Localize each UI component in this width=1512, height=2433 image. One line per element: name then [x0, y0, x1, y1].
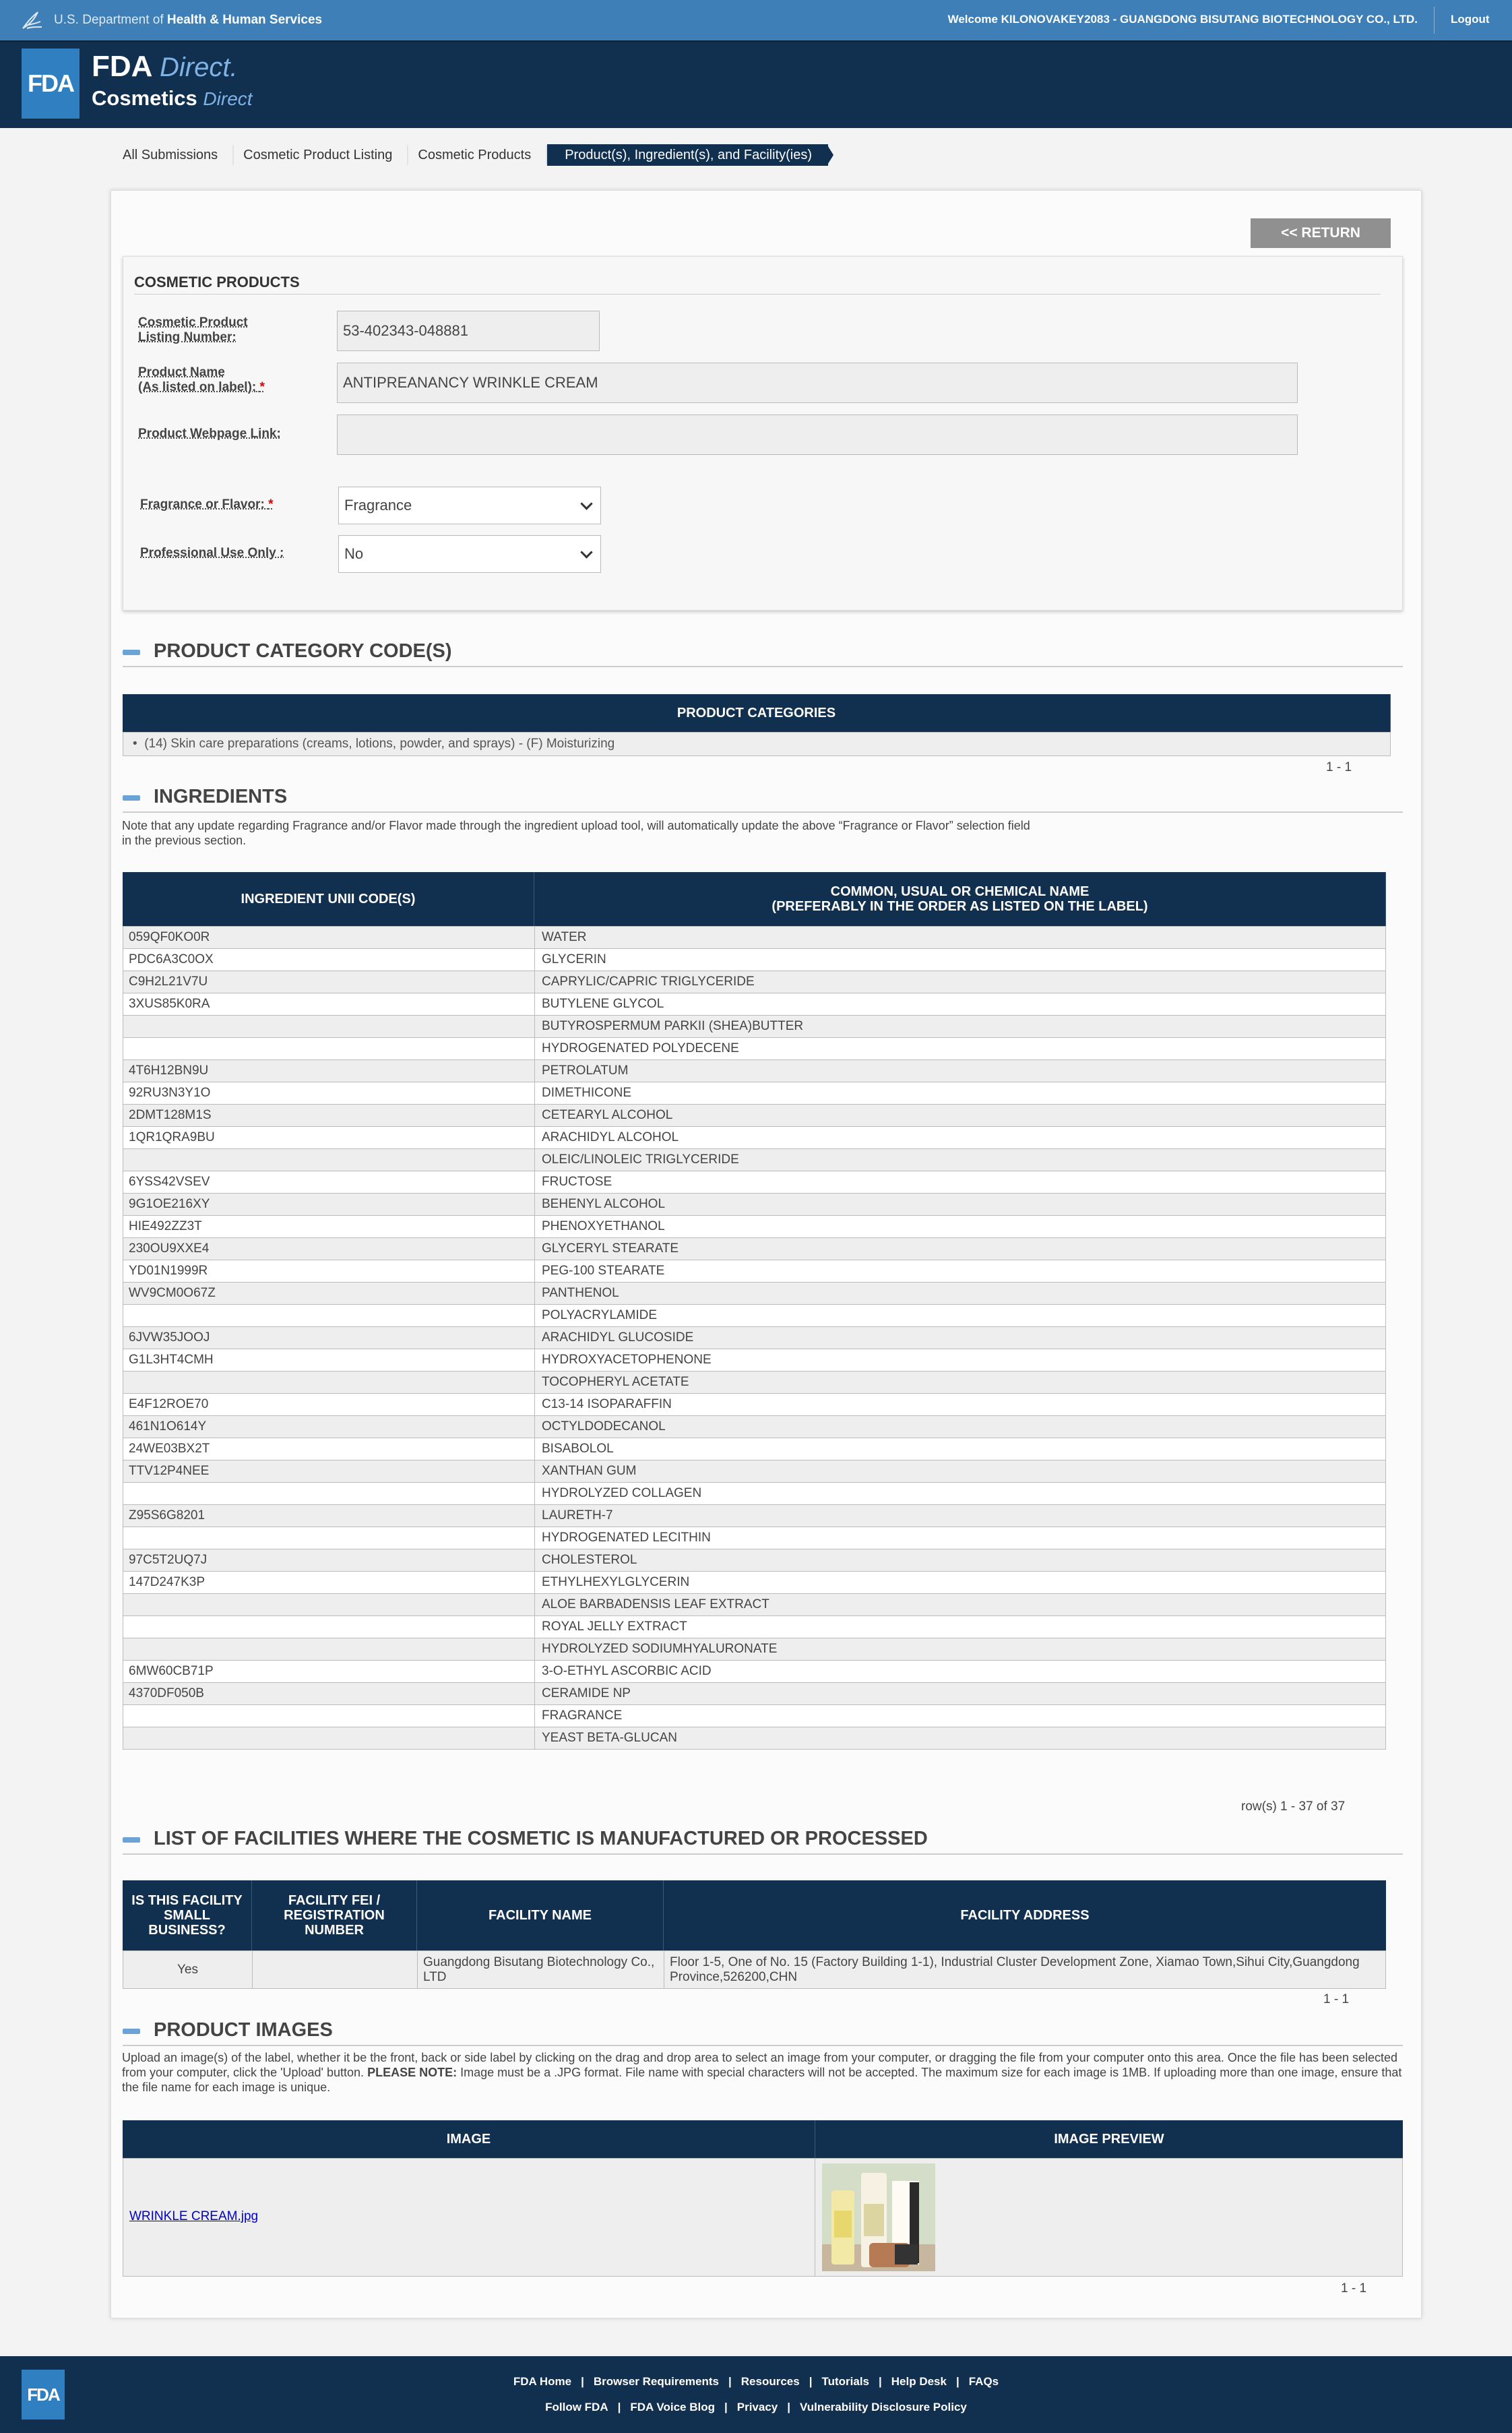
ingredients-pager: row(s) 1 - 37 of 37: [1241, 1799, 1346, 1814]
footer-link-voice-blog[interactable]: FDA Voice Blog: [630, 2401, 715, 2413]
ingredient-name-cell: YEAST BETA-GLUCAN: [535, 1727, 1386, 1750]
facilities-section-title[interactable]: LIST OF FACILITIES WHERE THE COSMETIC IS MANUFACTURED OR PROCESSED: [123, 1828, 1403, 1855]
ingredient-name-cell: POLYACRYLAMIDE: [535, 1305, 1386, 1327]
unii-code-cell: HIE492ZZ3T: [123, 1216, 535, 1238]
collapse-icon[interactable]: [123, 650, 140, 655]
footer-link-faqs[interactable]: FAQs: [968, 2375, 999, 2388]
ingredient-name-cell: CERAMIDE NP: [535, 1683, 1386, 1705]
table-row: [123, 1416, 1386, 1438]
small-business-column-header: IS THIS FACILITY SMALL BUSINESS?: [123, 1880, 252, 1950]
table-row: [123, 1194, 1386, 1216]
logout-link[interactable]: Logout: [1451, 13, 1490, 26]
footer-link-help-desk[interactable]: Help Desk: [891, 2375, 947, 2388]
ingredient-name-cell: HYDROGENATED POLYDECENE: [535, 1038, 1386, 1060]
image-column-header: IMAGE: [123, 2120, 815, 2158]
breadcrumb-current: Product(s), Ingredient(s), and Facility(ies): [547, 144, 828, 166]
table-row: [123, 1705, 1386, 1727]
unii-column-header: INGREDIENT UNII CODE(S): [123, 872, 534, 926]
footer-link-browser-requirements[interactable]: Browser Requirements: [593, 2375, 719, 2388]
unii-code-cell: Z95S6G8201: [123, 1505, 535, 1527]
professional-use-label: Professional Use Only :: [140, 546, 284, 560]
category-pager: 1 - 1: [1326, 760, 1352, 774]
table-row: [123, 1038, 1386, 1060]
table-row: [123, 1594, 1386, 1616]
professional-selected-value: No: [344, 545, 364, 562]
table-row: [123, 1283, 1386, 1305]
table-row: [123, 1305, 1386, 1327]
ingredient-name-cell: PHENOXYETHANOL: [535, 1216, 1386, 1238]
unii-code-cell: E4F12ROE70: [123, 1394, 535, 1416]
unii-code-cell: 230OU9XXE4: [123, 1238, 535, 1260]
unii-code-cell: TTV12P4NEE: [123, 1460, 535, 1483]
site-footer: [0, 2356, 1512, 2433]
footer-link-follow-fda[interactable]: Follow FDA: [545, 2401, 608, 2413]
unii-code-cell: 3XUS85K0RA: [123, 993, 535, 1016]
ingredients-section-title[interactable]: INGREDIENTS: [123, 786, 1403, 813]
table-row: [123, 1082, 1386, 1105]
table-row: [123, 1951, 1386, 1989]
ingredient-name-cell: HYDROXYACETOPHENONE: [535, 1349, 1386, 1372]
cos-direct-word: Direct: [203, 88, 253, 109]
webpage-link-field[interactable]: [337, 414, 1298, 455]
footer-link-resources[interactable]: Resources: [741, 2375, 800, 2388]
table-row: [123, 949, 1386, 971]
ingredient-name-cell: DIMETHICONE: [535, 1082, 1386, 1105]
topbar-divider: [1434, 7, 1435, 34]
unii-code-cell: PDC6A3C0OX: [123, 949, 535, 971]
images-section-title[interactable]: PRODUCT IMAGES: [123, 2019, 1403, 2046]
required-marker: *: [259, 380, 265, 394]
unii-code-cell: [123, 1149, 535, 1171]
listing-number-label: Cosmetic Product Listing Number:: [138, 315, 248, 344]
hhs-eagle-icon: [20, 9, 44, 31]
fda-word: FDA: [92, 50, 152, 83]
ingredient-name-cell: XANTHAN GUM: [535, 1460, 1386, 1483]
product-name-label: Product Name (As listed on label): *: [138, 365, 265, 394]
unii-code-cell: C9H2L21V7U: [123, 971, 535, 993]
ingredient-name-cell: PEG-100 STEARATE: [535, 1260, 1386, 1283]
facility-address-column-header: FACILITY ADDRESS: [664, 1880, 1386, 1950]
ingredient-name-cell: HYDROLYZED COLLAGEN: [535, 1483, 1386, 1505]
table-row: [123, 1527, 1386, 1549]
fragrance-select[interactable]: [338, 487, 601, 524]
table-row: [123, 1638, 1386, 1661]
unii-code-cell: YD01N1999R: [123, 1260, 535, 1283]
unii-code-cell: 461N1O614Y: [123, 1416, 535, 1438]
fei-cell: [253, 1951, 418, 1989]
ingredient-name-cell: ARACHIDYL ALCOHOL: [535, 1127, 1386, 1149]
unii-code-cell: [123, 1483, 535, 1505]
breadcrumb-all-submissions[interactable]: All Submissions: [113, 144, 234, 166]
required-marker: *: [268, 497, 274, 512]
fda-logo[interactable]: FDA: [22, 49, 80, 119]
table-row: [123, 1616, 1386, 1638]
table-row: [123, 1149, 1386, 1171]
table-row: [123, 1549, 1386, 1572]
footer-link-privacy[interactable]: Privacy: [736, 2401, 778, 2413]
chemical-name-column-header: COMMON, USUAL OR CHEMICAL NAME (PREFERABLY IN THE ORDER AS LISTED ON THE LABEL): [534, 872, 1386, 926]
images-pager: 1 - 1: [1341, 2281, 1367, 2296]
ingredient-name-cell: OLEIC/LINOLEIC TRIGLYCERIDE: [535, 1149, 1386, 1171]
table-row: [123, 1460, 1386, 1483]
ingredient-name-cell: LAURETH-7: [535, 1505, 1386, 1527]
table-row: [123, 1349, 1386, 1372]
fragrance-selected-value: Fragrance: [344, 497, 412, 514]
footer-link-fda-home[interactable]: FDA Home: [513, 2375, 572, 2388]
unii-code-cell: 6JVW35JOOJ: [123, 1327, 535, 1349]
ingredient-name-cell: CAPRYLIC/CAPRIC TRIGLYCERIDE: [535, 971, 1386, 993]
ingredient-name-cell: BEHENYL ALCOHOL: [535, 1194, 1386, 1216]
webpage-link-label: Product Webpage Link:: [138, 427, 281, 441]
cosmetics-direct-title: [92, 86, 253, 111]
table-row: [123, 971, 1386, 993]
image-file-link[interactable]: WRINKLE CREAM.jpg: [129, 2209, 259, 2223]
ingredients-table: [123, 926, 1386, 1750]
table-row: [123, 1661, 1386, 1683]
unii-code-cell: 1QR1QRA9BU: [123, 1127, 535, 1149]
ingredient-name-cell: 3-O-ETHYL ASCORBIC ACID: [535, 1661, 1386, 1683]
collapse-icon[interactable]: [123, 2029, 140, 2034]
unii-code-cell: 4T6H12BN9U: [123, 1060, 535, 1082]
footer-links-row-2: Follow FDA | FDA Voice Blog | Privacy | Vulnerability Disclosure Policy: [545, 2401, 967, 2413]
ingredient-name-cell: OCTYLDODECANOL: [535, 1416, 1386, 1438]
unii-code-cell: 6YSS42VSEV: [123, 1171, 535, 1194]
footer-link-vulnerability-policy[interactable]: Vulnerability Disclosure Policy: [800, 2401, 967, 2413]
table-row: [123, 993, 1386, 1016]
small-business-cell: Yes: [123, 1951, 253, 1989]
hhs-department-text[interactable]: [54, 13, 322, 28]
unii-code-cell: [123, 1527, 535, 1549]
unii-code-cell: [123, 1616, 535, 1638]
ingredient-name-cell: C13-14 ISOPARAFFIN: [535, 1394, 1386, 1416]
ingredient-name-cell: GLYCERIN: [535, 949, 1386, 971]
ingredient-name-cell: ETHYLHEXYLGLYCERIN: [535, 1572, 1386, 1594]
table-row: [123, 1260, 1386, 1283]
table-row: [123, 927, 1386, 949]
facilities-table: [123, 1950, 1386, 1989]
ingredient-name-cell: ROYAL JELLY EXTRACT: [535, 1616, 1386, 1638]
category-table-header: PRODUCT CATEGORIES: [123, 694, 1391, 732]
fragrance-label: Fragrance or Flavor: *: [140, 497, 274, 512]
category-item: • (14) Skin care preparations (creams, lotions, powder, and sprays) - (F) Moisturizing: [123, 732, 1391, 756]
unii-code-cell: 9G1OE216XY: [123, 1194, 535, 1216]
unii-code-cell: 6MW60CB71P: [123, 1661, 535, 1683]
ingredient-name-cell: CHOLESTEROL: [535, 1549, 1386, 1572]
breadcrumb-product-listing[interactable]: Cosmetic Product Listing: [234, 144, 408, 166]
cosmetic-products-title: COSMETIC PRODUCTS: [134, 274, 1381, 295]
ingredient-name-cell: FRUCTOSE: [535, 1171, 1386, 1194]
unii-code-cell: [123, 1038, 535, 1060]
ingredient-name-cell: GLYCERYL STEARATE: [535, 1238, 1386, 1260]
ingredient-name-cell: ALOE BARBADENSIS LEAF EXTRACT: [535, 1594, 1386, 1616]
unii-code-cell: [123, 1016, 535, 1038]
unii-code-cell: [123, 1705, 535, 1727]
facility-address-cell: Floor 1-5, One of No. 15 (Factory Building 1-1), Industrial Cluster Development Zone, Xiamao Town,Sihui City,Guangdong Province,526200,CHN: [664, 1951, 1386, 1989]
facility-name-column-header: FACILITY NAME: [417, 1880, 664, 1950]
footer-fda-logo[interactable]: FDA: [22, 2370, 65, 2420]
table-row: [123, 1060, 1386, 1082]
ingredient-name-cell: TOCOPHERYL ACETATE: [535, 1372, 1386, 1394]
unii-code-cell: [123, 1372, 535, 1394]
table-row: [123, 1372, 1386, 1394]
ingredient-name-cell: HYDROLYZED SODIUMHYALURONATE: [535, 1638, 1386, 1661]
product-name-field[interactable]: ANTIPREANANCY WRINKLE CREAM: [337, 363, 1298, 403]
facility-name-cell: Guangdong Bisutang Biotechnology Co., LTD: [418, 1951, 664, 1989]
breadcrumb: [113, 144, 828, 166]
table-row: [123, 1171, 1386, 1194]
fei-column-header: FACILITY FEI / REGISTRATION NUMBER: [252, 1880, 417, 1950]
footer-links-row-1: FDA Home | Browser Requirements | Resources | Tutorials | Help Desk | FAQs: [513, 2375, 999, 2388]
footer-link-tutorials[interactable]: Tutorials: [821, 2375, 869, 2388]
cosmetics-word: Cosmetics: [92, 86, 197, 110]
images-instructions: Upload an image(s) of the label, whether it be the front, back or side label by clicking on the drag and drop area to select an image from your computer, or dragging the file from your computer onto this area. Once the file has been selected from your computer, click the 'Upload' button. PLEASE NOTE: Image must be a .JPG format. File name with special characters will not be accepted. The maximum size for each image is 1MB. If uploading more than one image, ensure that the file name for each image is unique.: [122, 2051, 1402, 2094]
unii-code-cell: 97C5T2UQ7J: [123, 1549, 535, 1572]
unii-code-cell: 147D247K3P: [123, 1572, 535, 1594]
table-row: [123, 1216, 1386, 1238]
chevron-down-icon: [580, 546, 592, 558]
table-row: [123, 1327, 1386, 1349]
ingredient-name-cell: BISABOLOL: [535, 1438, 1386, 1460]
table-row: [123, 1394, 1386, 1416]
table-row: [123, 1127, 1386, 1149]
product-thumbnail-image[interactable]: [822, 2163, 935, 2271]
unii-code-cell: 059QF0KO0R: [123, 927, 535, 949]
ingredient-name-cell: BUTYLENE GLYCOL: [535, 993, 1386, 1016]
category-section-title[interactable]: PRODUCT CATEGORY CODE(S): [123, 640, 1403, 667]
table-row: [123, 1438, 1386, 1460]
collapse-icon[interactable]: [123, 1837, 140, 1843]
table-row: [123, 1105, 1386, 1127]
unii-code-cell: 24WE03BX2T: [123, 1438, 535, 1460]
table-row: [123, 1238, 1386, 1260]
ingredient-name-cell: FRAGRANCE: [535, 1705, 1386, 1727]
ingredient-name-cell: BUTYROSPERMUM PARKII (SHEA)BUTTER: [535, 1016, 1386, 1038]
ingredient-name-cell: ARACHIDYL GLUCOSIDE: [535, 1327, 1386, 1349]
unii-code-cell: [123, 1594, 535, 1616]
table-row: [123, 1505, 1386, 1527]
dept-prefix: U.S. Department of: [54, 13, 164, 27]
ingredient-name-cell: CETEARYL ALCOHOL: [535, 1105, 1386, 1127]
dept-name: Health & Human Services: [166, 13, 323, 27]
ingredient-name-cell: PETROLATUM: [535, 1060, 1386, 1082]
image-preview-column-header: IMAGE PREVIEW: [815, 2120, 1403, 2158]
unii-code-cell: 4370DF050B: [123, 1683, 535, 1705]
unii-code-cell: 2DMT128M1S: [123, 1105, 535, 1127]
direct-word: Direct: [160, 53, 230, 82]
unii-code-cell: [123, 1727, 535, 1750]
return-button[interactable]: << RETURN: [1251, 218, 1391, 248]
chevron-down-icon: [580, 497, 592, 510]
ingredient-name-cell: WATER: [535, 927, 1386, 949]
unii-code-cell: G1L3HT4CMH: [123, 1349, 535, 1372]
unii-code-cell: WV9CM0O67Z: [123, 1283, 535, 1305]
professional-use-select[interactable]: [338, 535, 601, 573]
facilities-pager: 1 - 1: [1323, 1992, 1350, 2006]
table-row: [123, 1016, 1386, 1038]
ingredients-note: Note that any update regarding Fragrance and/or Flavor made through the ingredient upload tool, will automatically update the above “Fragrance or Flavor” selection field in the previous section.: [122, 819, 1030, 847]
ingredient-name-cell: PANTHENOL: [535, 1283, 1386, 1305]
table-row: [123, 1683, 1386, 1705]
breadcrumb-cosmetic-products[interactable]: Cosmetic Products: [408, 144, 547, 166]
welcome-text: Welcome KILONOVAKEY2083 - GUANGDONG BISUTANG BIOTECHNOLOGY CO., LTD.: [947, 13, 1418, 26]
unii-code-cell: [123, 1305, 535, 1327]
table-row: [123, 1727, 1386, 1750]
table-row: [123, 1483, 1386, 1505]
table-row: [123, 1572, 1386, 1594]
collapse-icon[interactable]: [123, 795, 140, 801]
listing-number-field[interactable]: 53-402343-048881: [337, 311, 600, 351]
ingredient-name-cell: HYDROGENATED LECITHIN: [535, 1527, 1386, 1549]
fda-direct-title: FDA Direct.: [92, 50, 238, 83]
unii-code-cell: [123, 1638, 535, 1661]
unii-code-cell: 92RU3N3Y1O: [123, 1082, 535, 1105]
